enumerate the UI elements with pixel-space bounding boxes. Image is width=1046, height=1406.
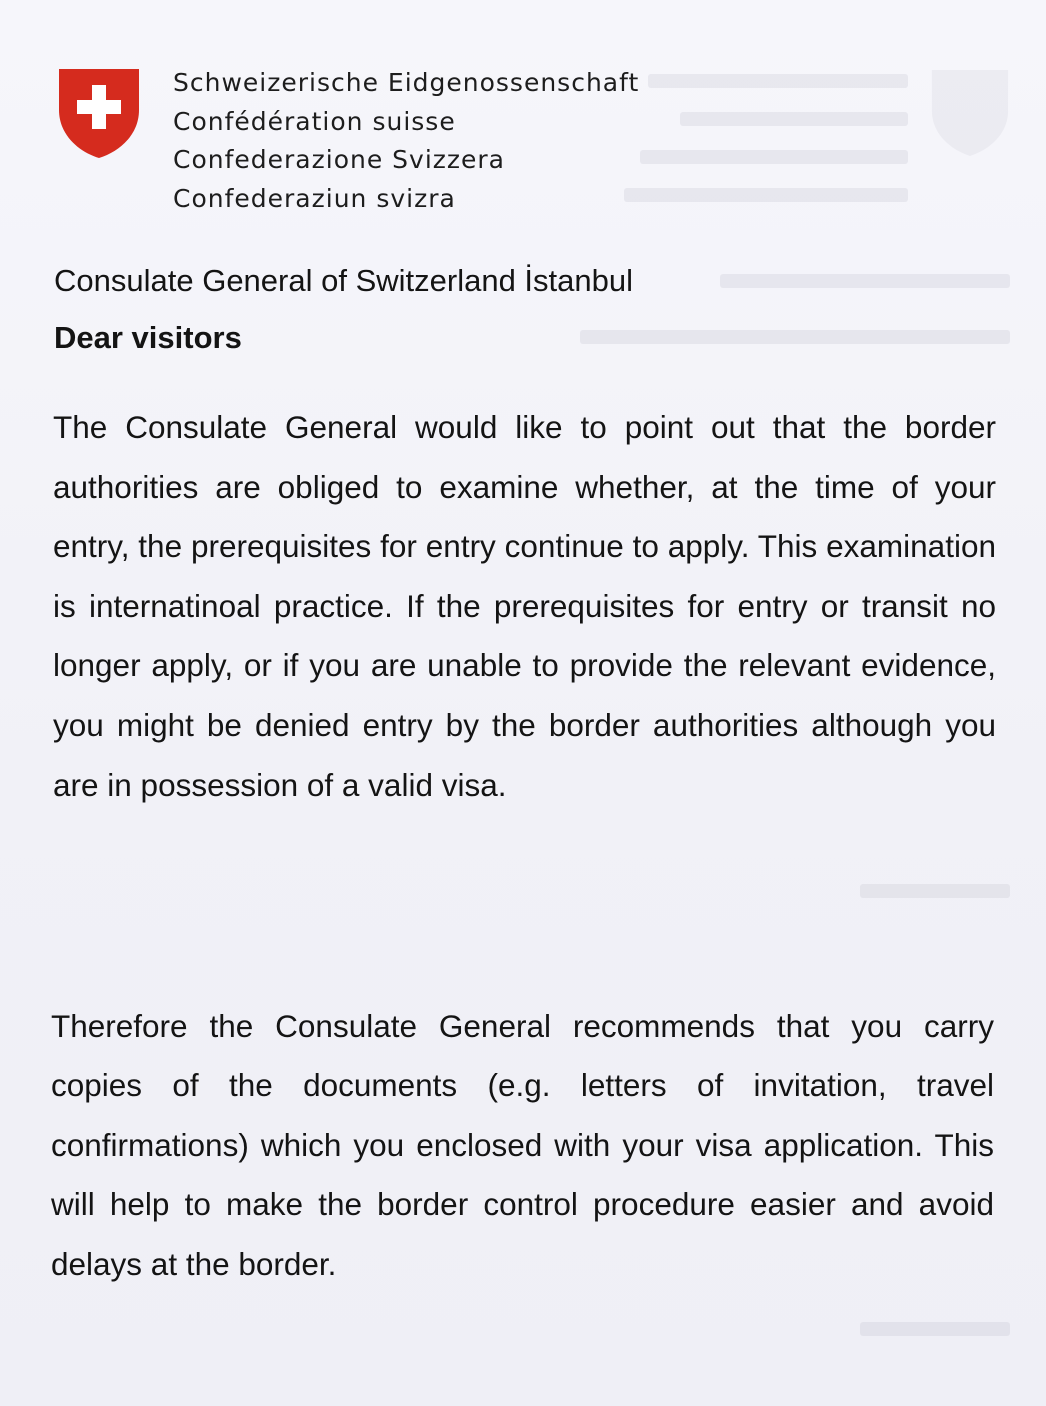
office-name: Consulate General of Switzerland İstanbul (54, 263, 633, 298)
paragraph-entry-prerequisites: The Consulate General would like to point out that the border authorities are obliged to examine whether, at the time of your entry, the prerequisites for entry continue to apply. This examination is internatinoal practice. If the prerequisites for entry or transit no longer apply, or if you are unable to provide the relevant evidence, you might be denied entry by the border authorities although you are in possession of a valid visa. (53, 409, 996, 803)
confederation-name-french: Confédération suisse (173, 106, 456, 136)
confederation-name-romansh: Confederaziun svizra (173, 183, 456, 213)
paragraph-recommendation: Therefore the Consulate General recommends that you carry copies of the documents (e.g. letters of invitation, travel confirmations) which you enclosed with your visa application. This will help to make the border control procedure easier and avoid delays at the border. (51, 1008, 994, 1282)
confederation-names (173, 64, 639, 218)
greeting-heading: Dear visitors (54, 320, 242, 355)
ghost-crest-icon (928, 66, 1012, 158)
confederation-name-italian: Confederazione Svizzera (173, 145, 505, 174)
swiss-coat-of-arms-icon (56, 66, 142, 160)
confederation-name-german: Schweizerische Eidgenossenschaft (173, 68, 640, 97)
